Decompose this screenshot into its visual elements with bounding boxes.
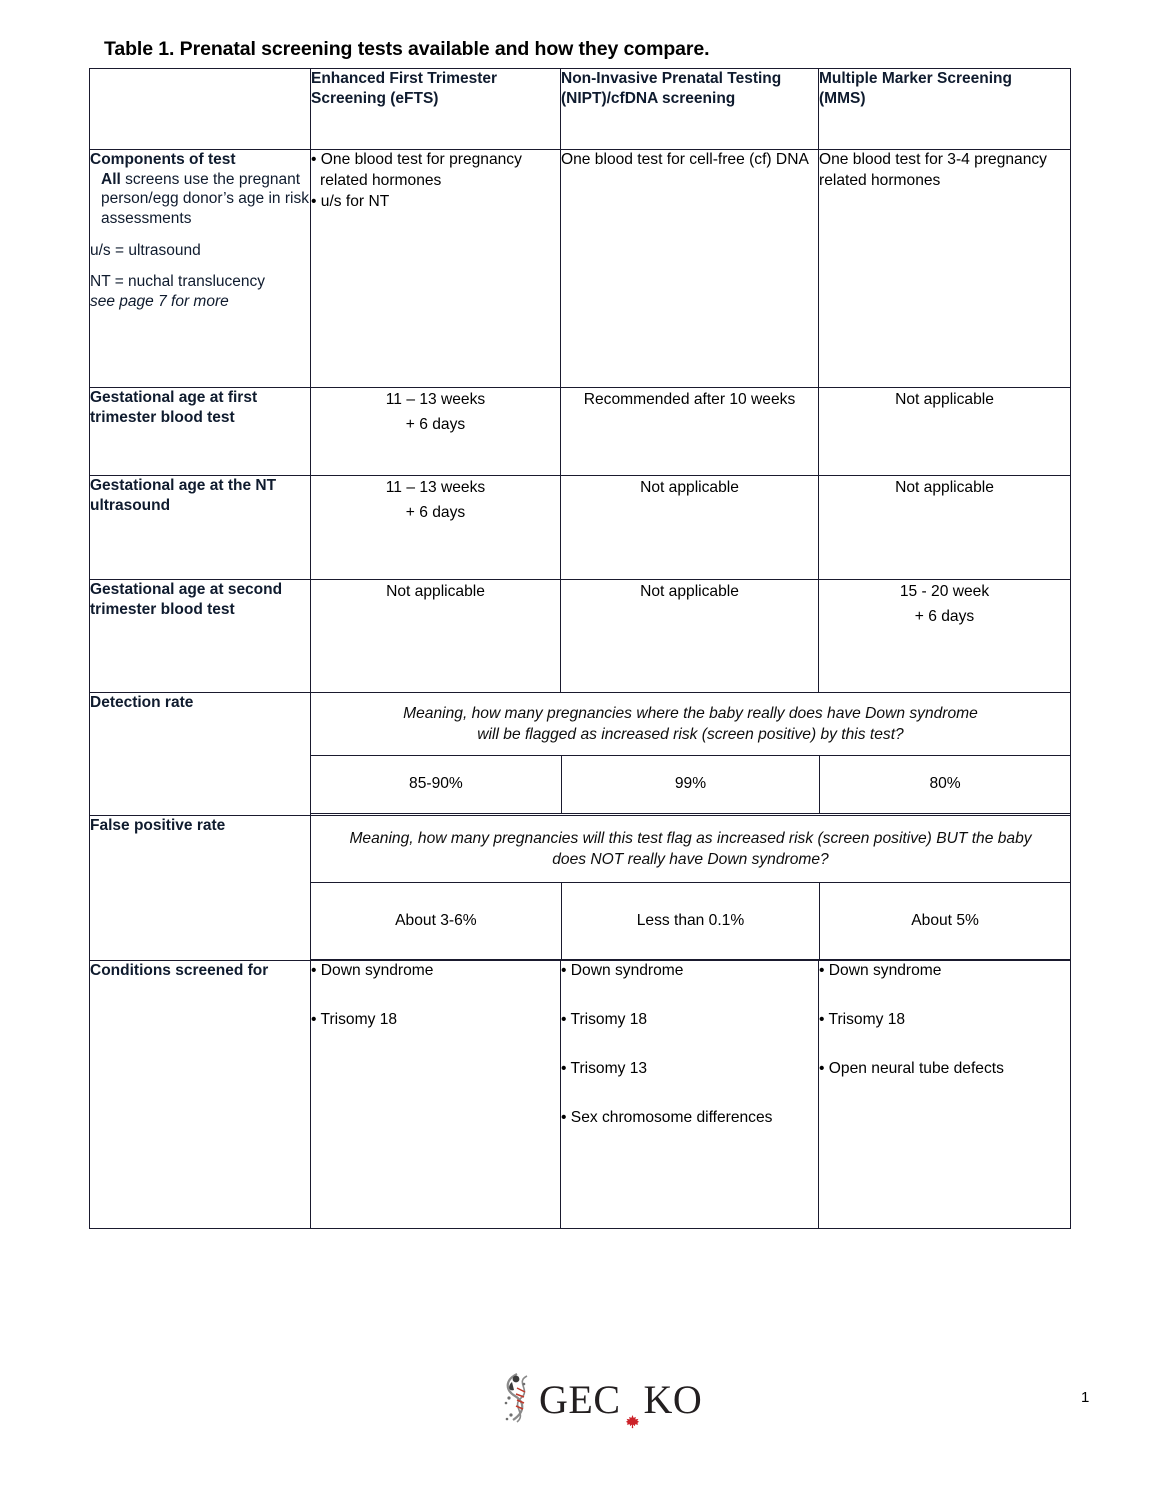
table-row-ga-nt-ultrasound (90, 476, 1071, 580)
conditions-efts-cell (311, 961, 561, 1229)
list-item: • Trisomy 18 (561, 1010, 648, 1028)
spacer (90, 260, 310, 272)
ga-first-nipt-value: Recommended after 10 weeks (561, 388, 819, 476)
components-label-all-bold: All (101, 170, 121, 188)
false-positive-rate-content (311, 816, 1071, 961)
detection-rate-inner-table (311, 693, 1070, 814)
logo-text-gec: GEC (539, 1376, 621, 1422)
ga-first-efts-line2: + 6 days (405, 415, 466, 433)
logo-text-ko: KO (643, 1376, 703, 1422)
column-header-nipt-line2: (NIPT)/cfDNA screening (561, 90, 736, 108)
column-header-efts-line1: Enhanced First Trimester (311, 70, 498, 87)
components-label-note-nt: NT = nuchal translucency (90, 273, 266, 291)
false-positive-values-row (311, 883, 1070, 960)
detection-rate-meaning-row (311, 693, 1070, 756)
detection-rate-nipt-value: 99% (561, 756, 819, 814)
page-number: 1 (1081, 1389, 1090, 1406)
row-label-detection-rate: Detection rate (90, 693, 311, 816)
list-item: • Trisomy 18 (819, 1010, 906, 1028)
column-header-efts (311, 69, 561, 150)
ga-second-label-line1: Gestational age at second (90, 581, 283, 598)
components-label-all-rest: screens use the pregnant person/egg donor’s age in risk assessments (101, 170, 309, 228)
ga-first-label-line2: trimester blood test (90, 408, 235, 426)
false-positive-mms-value: About 5% (820, 883, 1070, 960)
list-item: • Sex chromosome differences (561, 1108, 773, 1126)
row-label-false-positive-rate: False positive rate (90, 816, 311, 961)
table-row-components-of-test (90, 150, 1071, 388)
components-label-see-page-note: see page 7 for more (90, 293, 229, 311)
detection-rate-mms-value: 80% (820, 756, 1070, 814)
column-header-nipt-line1: Non-Invasive Prenatal Testing (561, 70, 782, 87)
list-item: • Down syndrome (311, 962, 434, 979)
ga-second-efts-value: Not applicable (311, 580, 561, 693)
logo-wordmark (539, 1376, 702, 1423)
ga-nt-efts-line1: 11 – 13 weeks (385, 479, 486, 496)
false-positive-efts-value: About 3-6% (311, 883, 561, 960)
detection-rate-efts-value: 85-90% (311, 756, 561, 814)
geckologo (497, 1368, 703, 1430)
row-label-components-of-test (90, 150, 311, 388)
detection-rate-values-row (311, 756, 1070, 814)
components-label-all-note (90, 170, 310, 229)
ga-nt-label-line1: Gestational age at the NT (90, 477, 277, 494)
detection-rate-meaning-line2: will be flagged as increased risk (screen positive) by this test? (477, 726, 904, 743)
page-title: Table 1. Prenatal screening tests available and how they compare. (104, 38, 710, 60)
gecko-dna-icon (497, 1370, 541, 1428)
false-positive-meaning-line2: does NOT really have Down syndrome? (552, 851, 829, 868)
ga-second-mms-line2: + 6 days (914, 607, 975, 625)
ga-nt-label-line2: ultrasound (90, 496, 171, 514)
maple-leaf-icon (625, 1392, 640, 1407)
ga-first-label-line1: Gestational age at first (90, 389, 258, 406)
conditions-mms-cell (819, 961, 1071, 1229)
table-row-detection-rate (90, 693, 1071, 816)
components-mms-cell: One blood test for 3-4 pregnancy related hormones (819, 150, 1071, 388)
ga-nt-mms-value: Not applicable (819, 476, 1071, 580)
list-item: • Down syndrome (561, 962, 684, 979)
column-header-nipt (561, 69, 819, 150)
false-positive-meaning-band (311, 816, 1070, 883)
table-row-conditions-screened-for (90, 961, 1071, 1229)
row-label-ga-first-trimester (90, 388, 311, 476)
column-header-mms (819, 69, 1071, 150)
header-cell-blank (90, 69, 311, 150)
table-row-false-positive-rate (90, 816, 1071, 961)
ga-second-nipt-value: Not applicable (561, 580, 819, 693)
conditions-nipt-cell (561, 961, 819, 1229)
table-header-row (90, 69, 1071, 150)
components-label-title: Components of test (90, 151, 236, 168)
ga-first-mms-value: Not applicable (819, 388, 1071, 476)
ga-first-efts-line1: 11 – 13 weeks (385, 391, 486, 408)
detection-rate-meaning-line1: Meaning, how many pregnancies where the baby really does have Down syndrome (403, 704, 978, 722)
list-item: • Trisomy 13 (561, 1059, 648, 1077)
ga-nt-efts-line2: + 6 days (405, 503, 466, 521)
components-label-note-us: u/s = ultrasound (90, 241, 201, 259)
ga-second-mms-value (819, 580, 1071, 693)
false-positive-meaning-row (311, 816, 1070, 883)
components-nipt-cell: One blood test for cell-free (cf) DNA (561, 150, 819, 388)
row-label-ga-second-trimester (90, 580, 311, 693)
false-positive-meaning-line1: Meaning, how many pregnancies will this test flag as increased risk (screen positive) BUT the baby (349, 829, 1032, 847)
row-label-ga-nt-ultrasound (90, 476, 311, 580)
false-positive-nipt-value: Less than 0.1% (561, 883, 819, 960)
spacer (90, 229, 310, 241)
false-positive-rate-inner-table (311, 816, 1070, 960)
ga-second-label-line2: trimester blood test (90, 600, 235, 618)
list-item: • Open neural tube defects (819, 1059, 1004, 1077)
list-item: • Trisomy 18 (311, 1010, 398, 1028)
list-item: • Down syndrome (819, 962, 942, 979)
detection-rate-content (311, 693, 1071, 816)
prenatal-screening-comparison-table (89, 68, 1071, 1229)
table-row-ga-second-trimester (90, 580, 1071, 693)
detection-rate-meaning-band (311, 693, 1070, 756)
ga-first-efts-value (311, 388, 561, 476)
table-row-ga-first-trimester (90, 388, 1071, 476)
column-header-mms-line1: Multiple Marker Screening (819, 70, 1012, 87)
ga-nt-nipt-value: Not applicable (561, 476, 819, 580)
components-efts-bullet-1: • One blood test for pregnancy related hormones (311, 151, 522, 189)
components-efts-bullet-2: • u/s for NT (311, 192, 390, 210)
column-header-mms-line2: (MMS) (819, 90, 866, 108)
ga-second-mms-line1: 15 - 20 week (899, 583, 990, 600)
row-label-conditions-screened-for: Conditions screened for (90, 961, 311, 1229)
column-header-efts-line2: Screening (eFTS) (311, 90, 439, 108)
ga-nt-efts-value (311, 476, 561, 580)
components-efts-cell (311, 150, 561, 388)
